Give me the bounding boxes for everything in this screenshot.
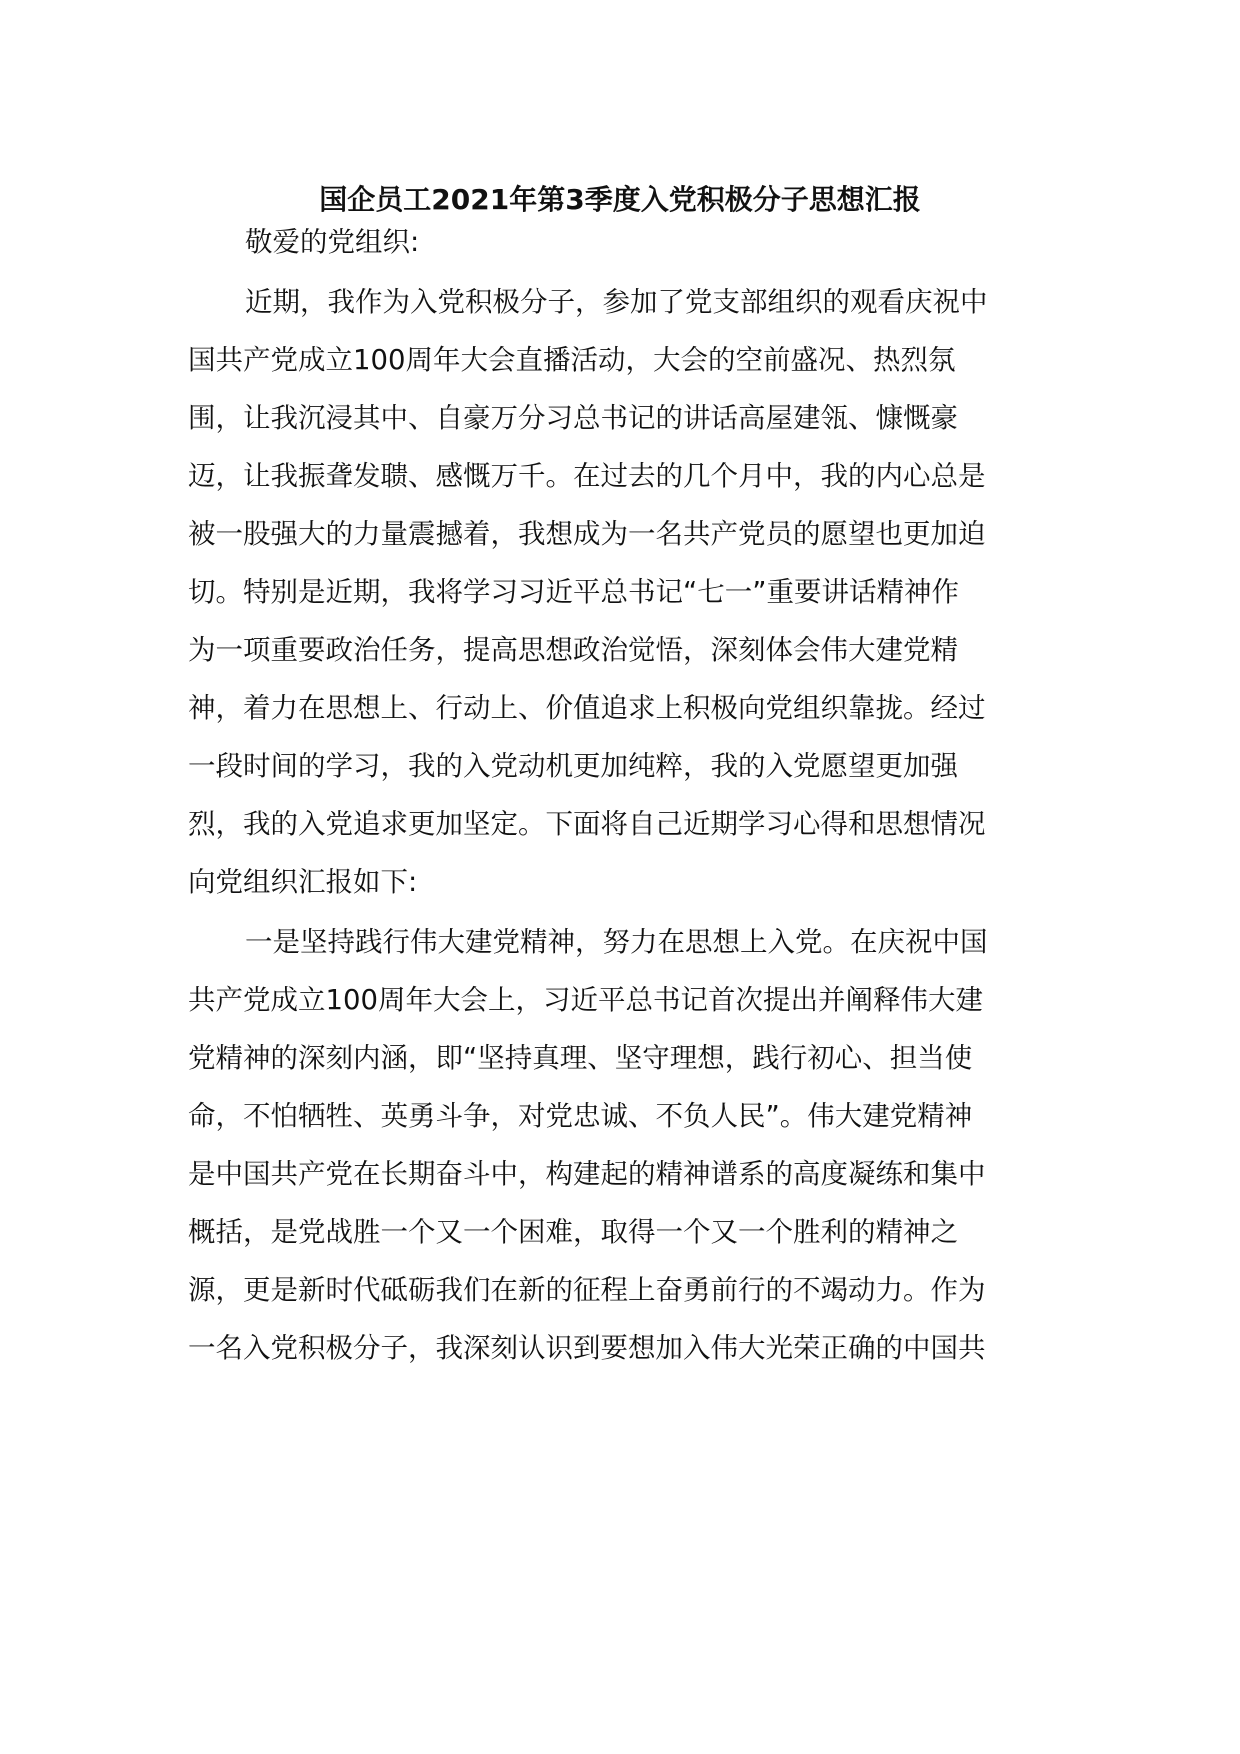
salutation-line: 敬爱的党组织: bbox=[245, 226, 420, 258]
body-line: 围，让我沉浸其中、自豪万分习总书记的讲话高屋建瓴、慷慨豪 bbox=[188, 402, 958, 434]
body-line: 一是坚持践行伟大建党精神，努力在思想上入党。在庆祝中国 bbox=[245, 926, 988, 958]
body-line: 迈，让我振聋发聩、感慨万千。在过去的几个月中，我的内心总是 bbox=[188, 460, 986, 492]
body-line: 烈，我的入党追求更加坚定。下面将自己近期学习心得和思想情况 bbox=[188, 808, 986, 840]
body-line: 近期，我作为入党积极分子，参加了党支部组织的观看庆祝中 bbox=[245, 286, 988, 318]
body-line: 为一项重要政治任务，提高思想政治觉悟，深刻体会伟大建党精 bbox=[188, 634, 958, 666]
document-title: 国企员工2021年第3季度入党积极分子思想汇报 bbox=[319, 183, 921, 216]
body-line: 切。特别是近期，我将学习习近平总书记“七一”重要讲话精神作 bbox=[188, 576, 959, 608]
body-line: 一名入党积极分子，我深刻认识到要想加入伟大光荣正确的中国共 bbox=[188, 1332, 986, 1364]
body-line: 命，不怕牺牲、英勇斗争，对党忠诚、不负人民”。伟大建党精神 bbox=[188, 1100, 973, 1132]
body-line: 向党组织汇报如下: bbox=[188, 866, 418, 898]
body-line: 概括，是党战胜一个又一个困难，取得一个又一个胜利的精神之 bbox=[188, 1216, 958, 1248]
body-line: 党精神的深刻内涵，即“坚持真理、坚守理想，践行初心、担当使 bbox=[188, 1042, 973, 1074]
body-line: 源，更是新时代砥砺我们在新的征程上奋勇前行的不竭动力。作为 bbox=[188, 1274, 986, 1306]
body-line: 共产党成立100周年大会上，习近平总书记首次提出并阐释伟大建 bbox=[188, 984, 983, 1016]
body-line: 神，着力在思想上、行动上、价值追求上积极向党组织靠拢。经过 bbox=[188, 692, 986, 724]
body-line: 一段时间的学习，我的入党动机更加纯粹，我的入党愿望更加强 bbox=[188, 750, 958, 782]
body-line: 是中国共产党在长期奋斗中，构建起的精神谱系的高度凝练和集中 bbox=[188, 1158, 986, 1190]
body-line: 被一股强大的力量震撼着，我想成为一名共产党员的愿望也更加迫 bbox=[188, 518, 986, 550]
body-line: 国共产党成立100周年大会直播活动，大会的空前盛况、热烈氛 bbox=[188, 344, 956, 376]
